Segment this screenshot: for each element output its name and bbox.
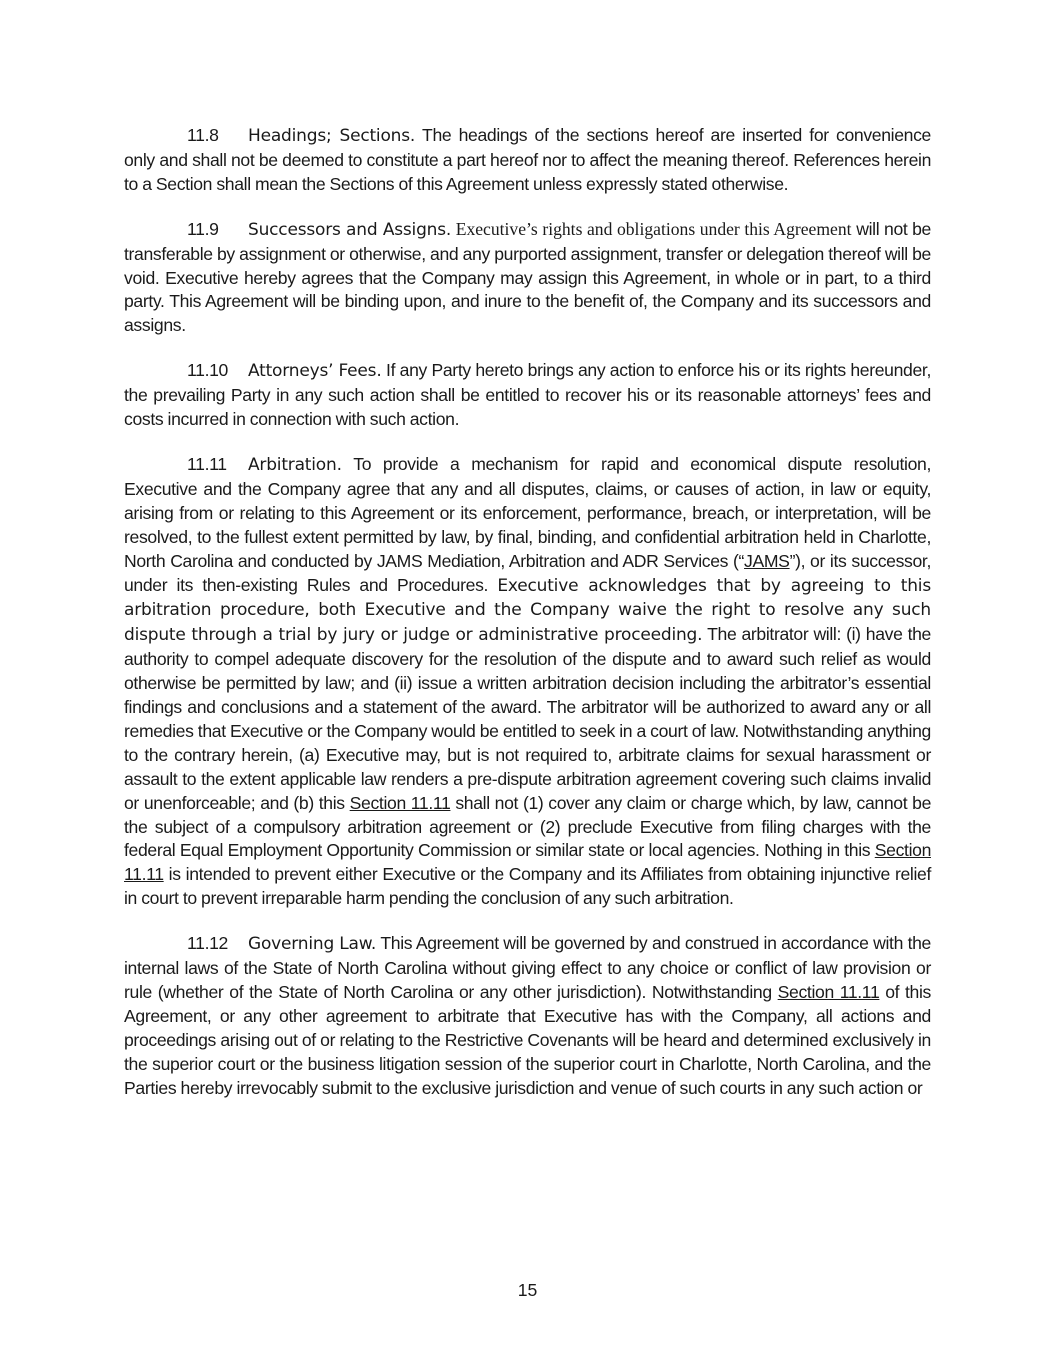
acknowledgement-text: Executive acknowledges that by agreeing to this arbitration procedure, both Executive and the Company waive the right to resolve any such dispute through a trial by jury or judge or administrative proceeding. — [124, 575, 931, 646]
section-11-12 — [124, 932, 931, 1100]
section-text: If any Party hereto brings any action to enforce his or its rights hereunder, the prevailing Party in any such action shall be entitled to recover his or its reasonable attorneys’ fees and costs incurred in connection with such action. — [124, 360, 931, 430]
section-text: shall not (1) cover any claim or charge which, by law, cannot be the subject of a compulsory arbitration agreement or (2) preclude Executive from filing charges with the federal Equal Employment Opportunity Commission or similar state or local agencies. Nothing in this — [124, 792, 931, 861]
section-11-9 — [124, 218, 931, 339]
section-heading: Successors and Assigns. — [248, 219, 452, 240]
page-number: 15 — [517, 1280, 538, 1300]
section-number: 11.10 — [187, 360, 228, 381]
section-heading: Headings; Sections. — [248, 126, 416, 146]
section-number: 11.12 — [187, 933, 228, 954]
section-text: will not be transferable by assignment or otherwise, and any purported assignment, transfer or delegation thereof will be void. Executive hereby agrees that the Company may assign this Agreement, in whole or in part, to a third party. This Agreement will be binding upon, and inure to the benefit of, the Company and its successors and assigns. — [124, 218, 931, 336]
section-text: This Agreement will be governed by and construed in accordance with the internal laws of the State of North Carolina without giving effect to any choice or conflict of law provision or rule (whether of the State of North Carolina or any other jurisdiction). Notwithstanding — [124, 933, 931, 1002]
jams-defined-term: JAMS — [744, 550, 790, 571]
section-reference-link: Section 11.11 — [124, 840, 931, 885]
section-text: is intended to prevent either Executive or the Company and its Affiliates from obtaining injunctive relief in court to prevent irreparable harm pending the conclusion of any such arbitration. — [124, 864, 931, 909]
section-number: 11.9 — [187, 218, 219, 239]
section-11-10 — [124, 359, 931, 432]
section-text: The arbitrator will: (i) have the authority to compel adequate discovery for the resolution of the dispute and to award such relief as would otherwise be permitted by law; and (ii) issue a written arbitration decision including the arbitrator’s essential findings and conclusions and a statement of the award. The arbitrator will be authorized to award any or all remedies that Executive or the Company would be entitled to seek in a court of law. Notwithstanding anything to the contrary herein, (a) Executive may, but is not required to, arbitrate claims for sexual harassment or assault to the extent applicable law renders a pre-dispute arbitration agreement covering such claims invalid or unenforceable; and (b) this — [124, 624, 931, 813]
section-heading: Arbitration. — [248, 454, 342, 475]
section-text-serif: Executive’s rights and obligations under this Agreement — [451, 218, 852, 239]
section-text: The headings of the sections hereof are inserted for convenience only and shall not be deemed to constitute a part hereof nor to affect the meaning thereof. References herein to a Section shall mean the Sections of this Agreement unless expressly stated otherwise. — [124, 125, 931, 194]
section-number: 11.8 — [187, 125, 219, 145]
section-heading: Governing Law. — [248, 934, 377, 955]
section-heading: Attorneys’ Fees. — [248, 361, 382, 382]
section-11-8 — [124, 124, 931, 197]
section-text: of this Agreement, or any other agreement to arbitrate that Executive has with the Company, all actions and proceedings arising out of or relating to the Restrictive Covenants will be heard and determined exclusively in the superior court or the business litigation session of the superior court in Charlotte, North Carolina, and the Parties hereby irrevocably submit to the exclusive jurisdiction and venue of such courts in any such action or — [124, 982, 931, 1098]
section-reference-link: Section 11.11 — [777, 982, 880, 1002]
section-11-11 — [124, 453, 931, 911]
section-number: 11.11 — [187, 453, 227, 474]
section-text: ”), or its successor, under its then-existing Rules and Procedures. — [124, 550, 932, 595]
section-text: To provide a mechanism for rapid and economical dispute resolution, Executive and the Company agree that any and all disputes, claims, or causes of action, in law or equity, arising from or relating to this Agreement or its enforcement, performance, breach, or interpretation, will be resolved, to the fullest extent permitted by law, by final, binding, and confidential arbitration held in Charlotte, North Carolina and conducted by JAMS Mediation, Arbitration and ADR Services (“ — [124, 453, 931, 571]
document-page — [124, 124, 931, 1122]
section-reference-link: Section 11.11 — [349, 792, 451, 813]
